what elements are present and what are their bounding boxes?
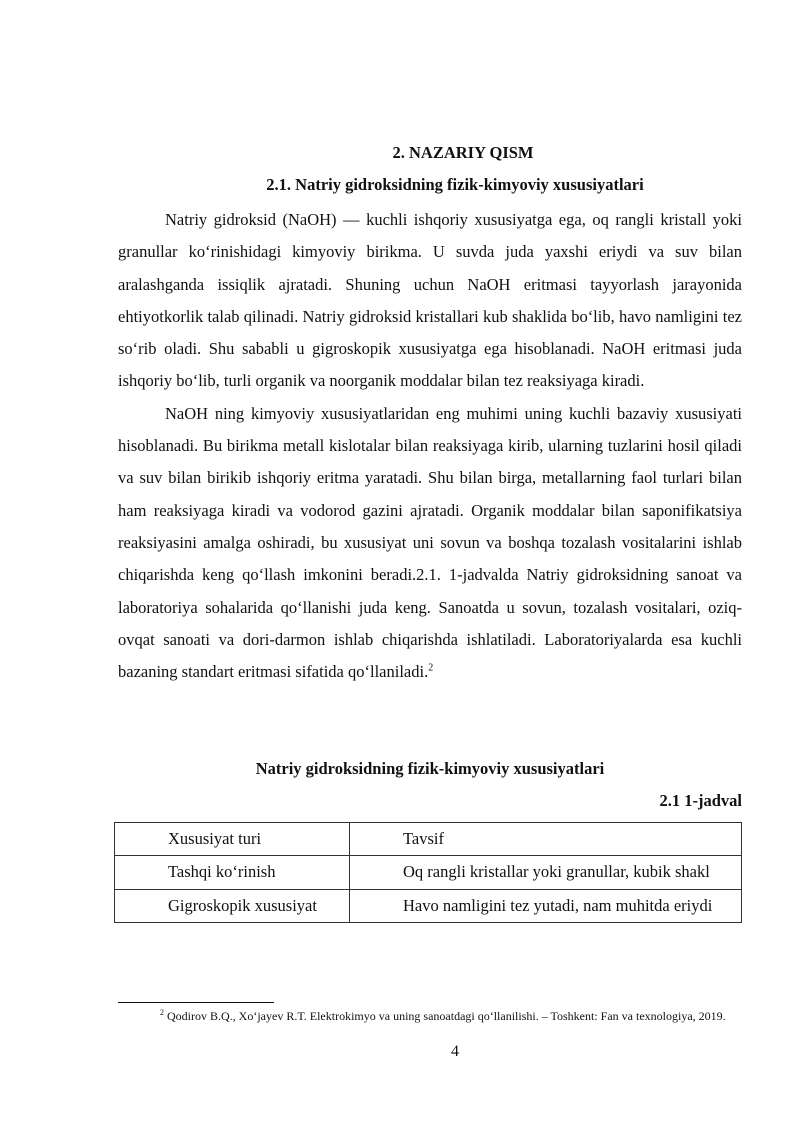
- document-page: [118, 0, 742, 1131]
- body-text: [118, 204, 742, 688]
- table-header-row: [115, 823, 742, 856]
- paragraph-text: Natriy gidroksid (NaOH) — kuchli ishqoriy xususiyatga ega, oq rangli kristall yoki granullar koʻrinishidagi kimyoviy birikma. U suvda juda yaxshi eriydi va suv bilan aralashganda issiqlik ajratadi. Shuning uchun NaOH eritmasi tayyorlash jarayonida ehtiyotkorlik talab qilinadi. Natriy gidroksid kristallari kub shaklida boʻlib, havo namligini tez soʻrib oladi. Shu sababli u gigroskopik xususiyatga ega hisoblanadi. NaOH eritmasi juda ishqoriy boʻlib, turli organik va noorganik moddalar bilan tez reaksiyaga kiradi.: [118, 210, 742, 391]
- table-title: Natriy gidroksidning fizik-kimyoviy xususiyatlari: [255, 759, 605, 778]
- properties-table: [114, 822, 742, 923]
- table-cell: Gigroskopik xususiyat: [115, 889, 350, 922]
- paragraph: [118, 204, 742, 398]
- footnote-text: Qodirov B.Q., Xoʻjayev R.T. Elektrokimyo va uning sanoatdagi qoʻllanilishi. – Toshkent: Fan va texnologiya, 2019.: [167, 1009, 726, 1023]
- footnote-separator: [118, 1002, 274, 1003]
- table-cell: Havo namligini tez yutadi, nam muhitda eriydi: [350, 889, 742, 922]
- footnote: [118, 1008, 742, 1025]
- page-number: 4: [451, 1043, 459, 1060]
- paragraph: [118, 398, 742, 689]
- section-title: 2.1. Natriy gidroksidning fizik-kimyoviy xususiyatlari: [266, 175, 644, 194]
- table-row: [115, 856, 742, 889]
- chapter-title: 2. NAZARIY QISM: [392, 143, 534, 162]
- paragraph-text: NaOH ning kimyoviy xususiyatlaridan eng muhimi uning kuchli bazaviy xususiyati hisoblanadi. Bu birikma metall kislotalar bilan reaksiyaga kirib, ularning tuzlarini hosil qiladi va suv bilan birikib ishqoriy eritma yaratadi. Shu bilan birga, metallarning faol turlari bilan ham reaksiyaga kiradi va vodorod gazini ajratadi. Organik moddalar bilan saponifikatsiya reaksiyasini amalga oshiradi, bu xususiyat uni sovun va boshqa tozalash vositalarini ishlab chiqarishda keng qoʻllash imkonini beradi.2.1. 1-jadvalda Natriy gidroksidning sanoat va laboratoriya sohalarida qoʻllanishi juda keng. Sanoatda u sovun, tozalash vositalari, oziq-ovqat sanoati va dori-darmon ishlab chiqarishda ishlatiladi. Laboratoriyalarda esa kuchli bazaning standart eritmasi sifatida qoʻllaniladi.: [118, 403, 742, 682]
- footnote-marker: 2: [160, 1008, 164, 1017]
- table-cell: Oq rangli kristallar yoki granullar, kubik shakl: [350, 856, 742, 889]
- footnote-reference[interactable]: 2: [428, 662, 434, 674]
- table-header-cell: Xususiyat turi: [115, 823, 350, 856]
- table-cell: Tashqi koʻrinish: [115, 856, 350, 889]
- table-header-cell: Tavsif: [350, 823, 742, 856]
- table-number: 2.1 1-jadval: [659, 791, 742, 810]
- table-row: [115, 889, 742, 922]
